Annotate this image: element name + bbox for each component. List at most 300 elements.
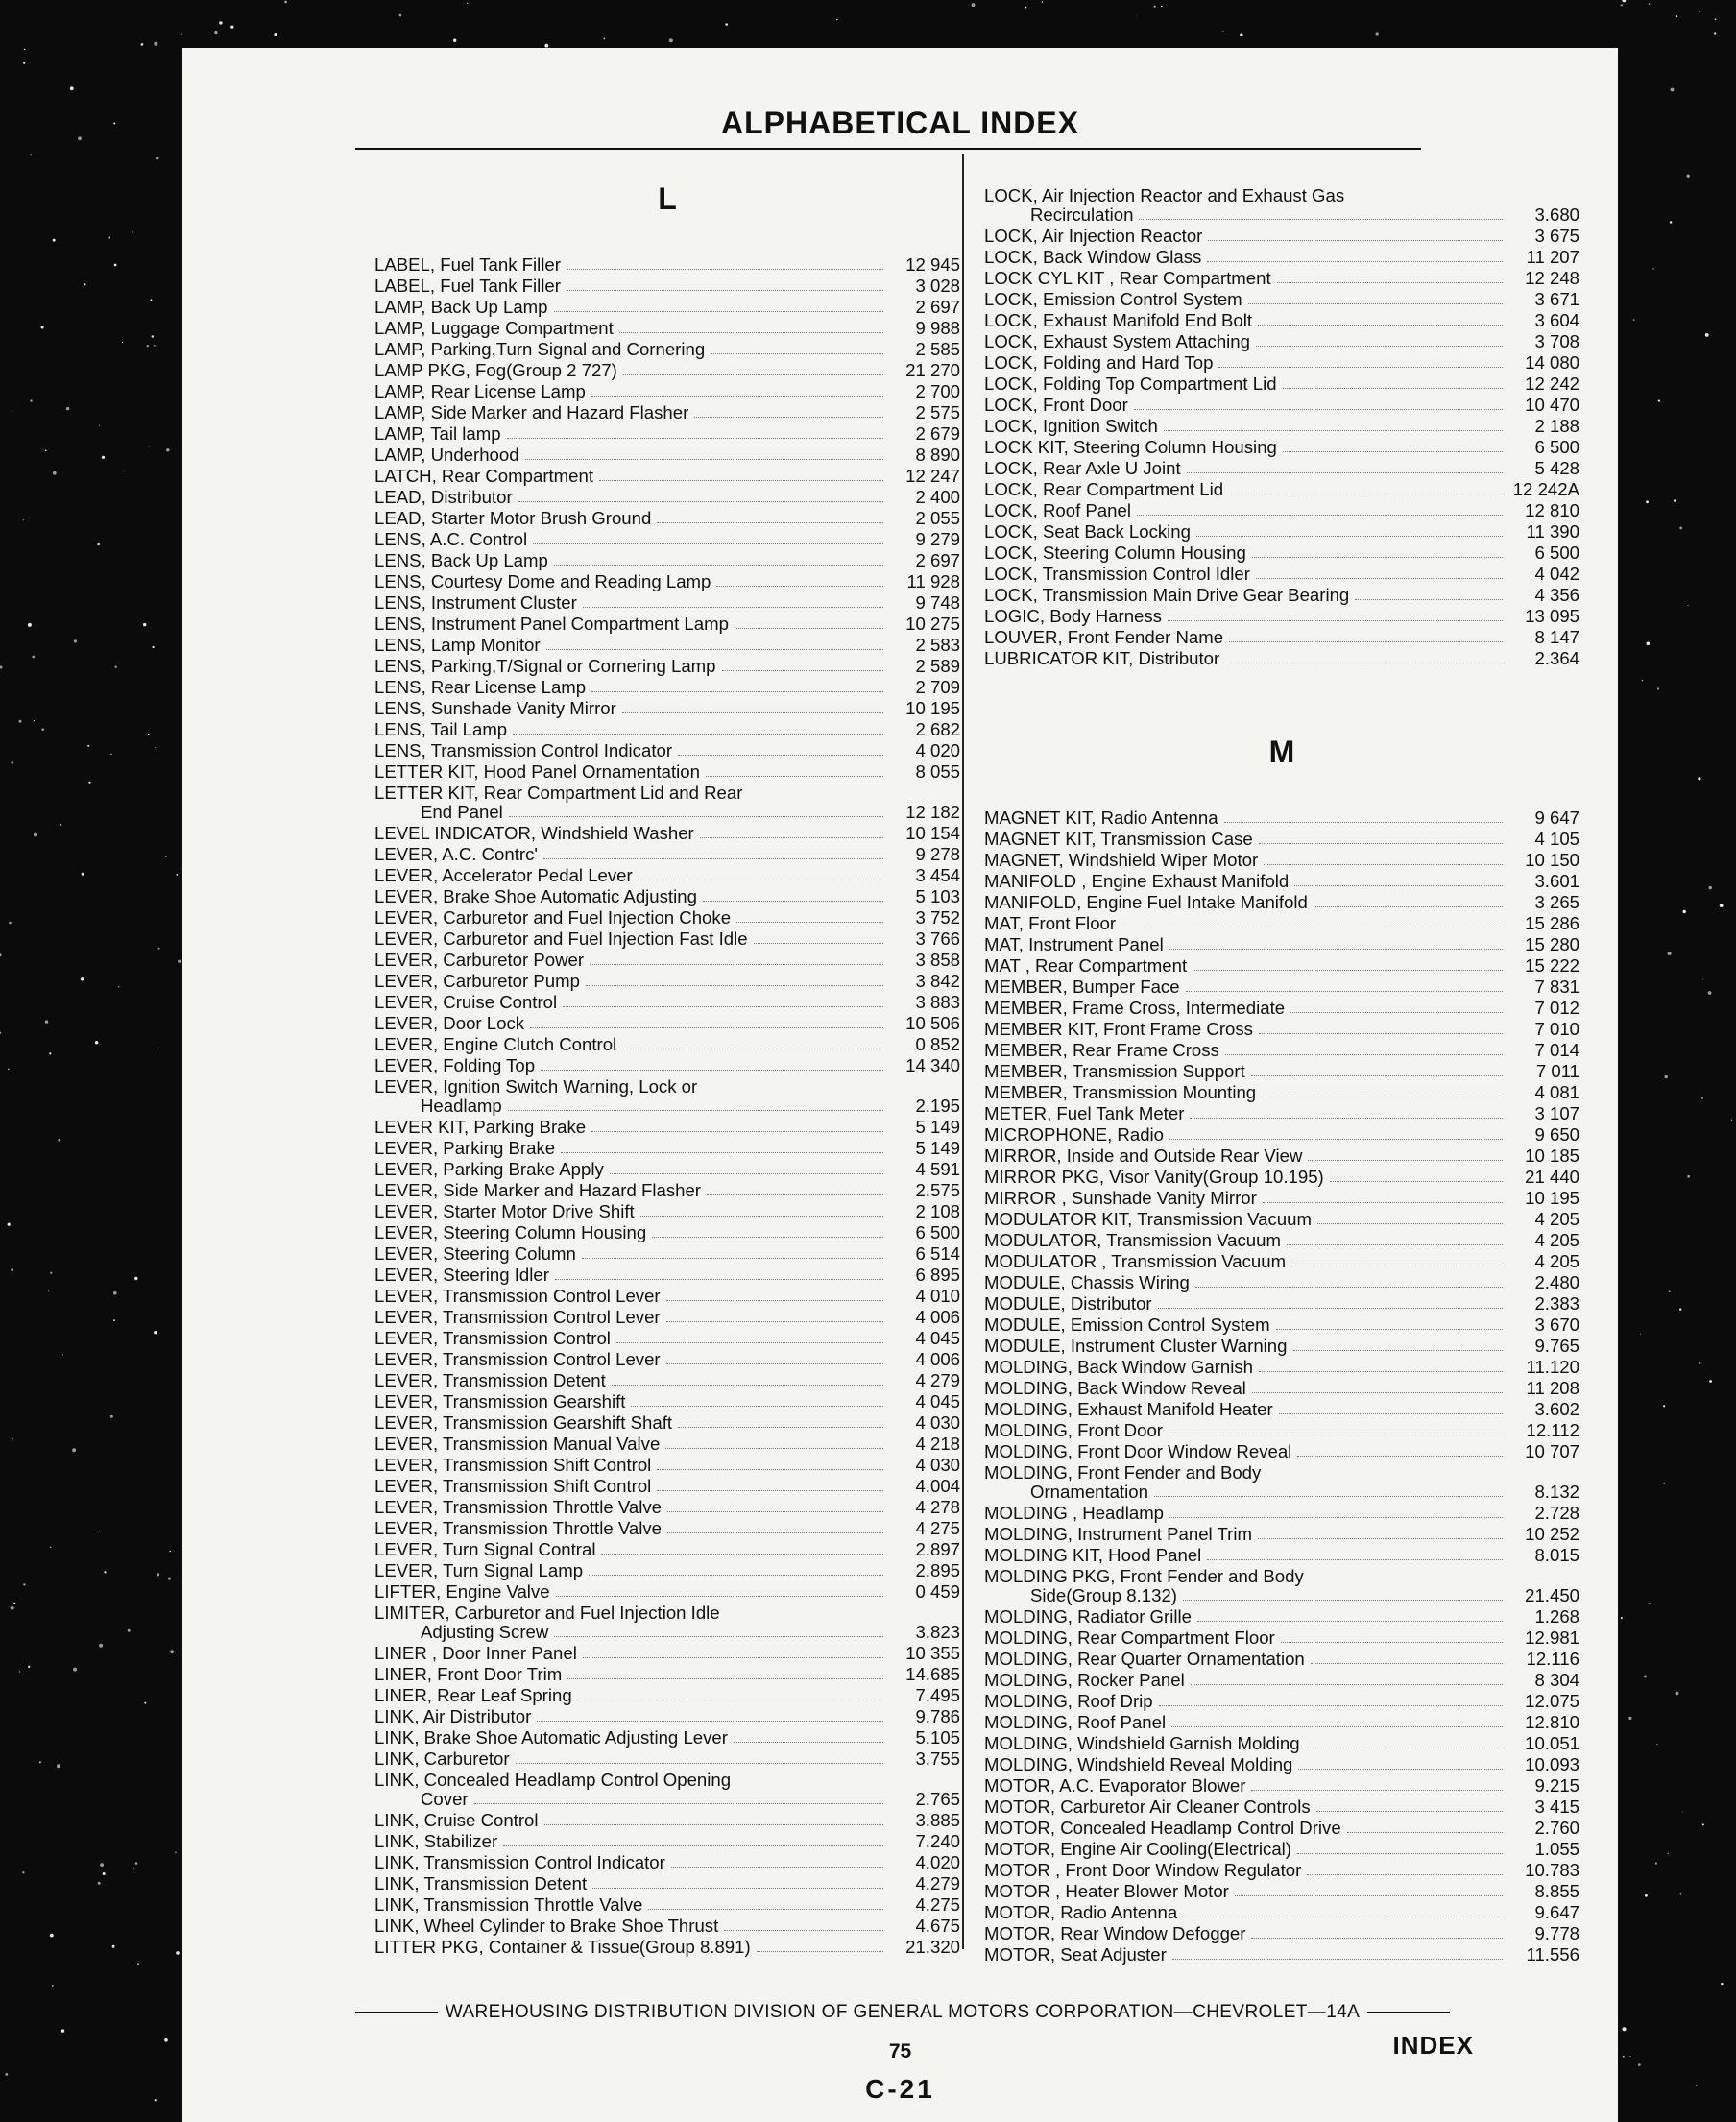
- entry-part-group: 2.897: [915, 1539, 960, 1559]
- entry-part-group: 2 108: [915, 1201, 960, 1221]
- entry-name: MAGNET KIT, Radio Antenna: [984, 808, 1218, 828]
- index-entry: [374, 592, 960, 614]
- dot-leader: [1196, 536, 1503, 537]
- entry-name: MOLDING, Instrument Panel Trim: [984, 1524, 1252, 1544]
- entry-part-group: 4 591: [915, 1159, 960, 1179]
- entry-name: MODULE, Chassis Wiring: [984, 1272, 1190, 1292]
- index-entry: [374, 1873, 960, 1894]
- dot-leader: [1218, 367, 1503, 368]
- dot-leader: [537, 1721, 883, 1722]
- entry-part-group: 4 030: [915, 1455, 960, 1475]
- entry-part-group: 10 185: [1525, 1145, 1579, 1166]
- entry-name: LUBRICATOR KIT, Distributor: [984, 648, 1220, 668]
- index-entry: [374, 1518, 960, 1539]
- entry-part-group: 3.601: [1534, 871, 1579, 891]
- dot-leader: [1158, 1308, 1503, 1309]
- index-entry: [984, 1587, 1579, 1606]
- dot-leader: [554, 311, 883, 312]
- index-entry: [984, 1061, 1579, 1082]
- entry-name: LINK, Concealed Headlamp Control Opening: [374, 1770, 732, 1790]
- entry-part-group: 0 852: [915, 1034, 960, 1054]
- entry-name: LENS, Lamp Monitor: [374, 635, 541, 655]
- entry-name: LOCK, Rear Compartment Lid: [984, 479, 1224, 499]
- index-entry: [984, 331, 1579, 352]
- dot-leader: [666, 1321, 883, 1322]
- index-entry: [984, 1420, 1579, 1441]
- dot-leader: [1259, 843, 1503, 844]
- entry-part-group: 7 011: [1535, 1061, 1579, 1081]
- index-entry: [374, 656, 960, 677]
- dot-leader: [1311, 1663, 1503, 1664]
- entry-part-group: 10.093: [1525, 1754, 1579, 1774]
- index-entry: [374, 466, 960, 487]
- entry-part-group: 5 103: [915, 886, 960, 906]
- index-entry: [984, 185, 1579, 206]
- index-entry: [374, 1097, 960, 1117]
- entry-part-group: 4 020: [915, 740, 960, 760]
- entry-part-group: 4 045: [915, 1391, 960, 1411]
- entry-name: MOLDING, Back Window Reveal: [984, 1378, 1246, 1398]
- entry-name: LEVER, Brake Shoe Automatic Adjusting: [374, 886, 697, 906]
- index-entry: [984, 1336, 1579, 1357]
- dot-leader: [1134, 409, 1503, 410]
- index-entry: [374, 1831, 960, 1852]
- index-entry: [984, 352, 1579, 374]
- entry-part-group: 8 055: [915, 761, 960, 782]
- dot-leader: [1229, 641, 1503, 642]
- index-entry: [984, 1670, 1579, 1691]
- entry-name: Cover: [421, 1789, 469, 1809]
- entry-name: MOTOR, Carburetor Air Cleaner Controls: [984, 1796, 1311, 1817]
- entry-part-group: 3 415: [1534, 1796, 1579, 1817]
- entry-part-group: 4 006: [915, 1349, 960, 1369]
- entry-name: LIMITER, Carburetor and Fuel Injection Idle: [374, 1603, 720, 1623]
- entry-part-group: 10 506: [905, 1013, 960, 1033]
- entry-part-group: 7 014: [1534, 1040, 1579, 1060]
- entry-name: MEMBER, Transmission Support: [984, 1061, 1245, 1081]
- dot-leader: [1277, 282, 1503, 283]
- entry-part-group: 11 928: [906, 571, 960, 591]
- entry-part-group: 4 278: [915, 1497, 960, 1517]
- dot-leader: [1297, 1853, 1503, 1854]
- index-entry: [984, 1399, 1579, 1420]
- dot-leader: [1258, 325, 1503, 326]
- dot-leader: [1290, 1012, 1503, 1013]
- dot-leader: [1294, 885, 1503, 886]
- entry-part-group: 3 883: [915, 992, 960, 1012]
- entry-name: LENS, Sunshade Vanity Mirror: [374, 698, 616, 718]
- dot-leader: [631, 1406, 883, 1407]
- entry-part-group: 9.765: [1534, 1336, 1579, 1356]
- index-entry: [374, 1727, 960, 1748]
- dot-leader: [665, 1448, 883, 1449]
- dot-leader: [623, 374, 883, 375]
- index-entry: [984, 268, 1579, 289]
- index-entry: [374, 1265, 960, 1286]
- entry-part-group: 2 679: [915, 423, 960, 444]
- dot-leader: [1197, 1621, 1503, 1622]
- index-entry: [984, 1566, 1579, 1587]
- entry-name: LOCK, Emission Control System: [984, 289, 1242, 309]
- entry-name: MODULATOR, Transmission Vacuum: [984, 1230, 1281, 1250]
- dot-leader: [671, 1867, 883, 1868]
- index-entry: [984, 374, 1579, 395]
- dot-leader: [666, 1363, 883, 1364]
- entry-name: LAMP, Rear License Lamp: [374, 381, 586, 401]
- entry-name: LAMP, Luggage Compartment: [374, 318, 614, 338]
- entry-name: LOCK, Air Injection Reactor and Exhaust Gas: [984, 185, 1345, 205]
- entry-part-group: 12.075: [1525, 1691, 1579, 1711]
- index-entry: [984, 1754, 1579, 1775]
- entry-name: LEVER, Engine Clutch Control: [374, 1034, 617, 1054]
- footer-division-line: [355, 2002, 1450, 2023]
- entry-name: LOCK, Roof Panel: [984, 500, 1131, 520]
- index-entry: [984, 1860, 1579, 1881]
- entry-part-group: 9.786: [915, 1706, 960, 1726]
- page-title: ALPHABETICAL INDEX: [721, 106, 1079, 140]
- entry-part-group: 3.755: [915, 1748, 960, 1769]
- index-entry: [984, 543, 1579, 564]
- index-entry: [374, 445, 960, 466]
- entry-name: MOLDING, Windshield Reveal Molding: [984, 1754, 1293, 1774]
- entry-part-group: 3 454: [915, 865, 960, 885]
- entry-name: MAGNET KIT, Transmission Case: [984, 829, 1253, 849]
- entry-part-group: 2.895: [915, 1560, 960, 1580]
- index-entry: [984, 247, 1579, 268]
- index-entry: [374, 698, 960, 719]
- index-entry: [374, 1076, 960, 1097]
- entry-part-group: 3 265: [1534, 892, 1579, 912]
- dot-leader: [707, 1194, 883, 1195]
- entry-name: Ornamentation: [1030, 1482, 1148, 1502]
- entry-name: Headlamp: [421, 1096, 502, 1116]
- dot-leader: [1169, 949, 1503, 950]
- index-entry: [374, 254, 960, 276]
- index-entry: [374, 571, 960, 592]
- index-entry: [984, 585, 1579, 606]
- entry-part-group: 7.240: [915, 1831, 960, 1851]
- entry-name: MODULATOR , Transmission Vacuum: [984, 1251, 1287, 1271]
- index-entry: [374, 1624, 960, 1643]
- entry-name: LAMP, Underhood: [374, 445, 519, 465]
- dot-leader: [1264, 864, 1503, 865]
- entry-name: MOTOR, Engine Air Cooling(Electrical): [984, 1839, 1291, 1859]
- dot-leader: [1193, 970, 1503, 971]
- dot-leader: [1137, 515, 1503, 516]
- entry-name: LEVER, Side Marker and Hazard Flasher: [374, 1180, 701, 1200]
- entry-name: LOCK, Front Door: [984, 395, 1128, 415]
- entry-part-group: 8 147: [1534, 627, 1579, 647]
- dot-leader: [1287, 1244, 1503, 1245]
- index-entry: [984, 206, 1579, 226]
- entry-part-group: 2 400: [915, 487, 960, 507]
- column-divider: [962, 154, 964, 1949]
- entry-part-group: 12.810: [1525, 1712, 1579, 1732]
- dot-leader: [716, 586, 883, 587]
- entry-part-group: 10 150: [1525, 850, 1579, 870]
- entry-name: LINK, Transmission Throttle Valve: [374, 1894, 643, 1915]
- entry-name: MOTOR, Concealed Headlamp Control Drive: [984, 1818, 1341, 1838]
- dot-leader: [544, 1824, 883, 1825]
- index-entry: [984, 437, 1579, 458]
- entry-name: MOLDING, Radiator Grille: [984, 1606, 1192, 1627]
- index-entry: [374, 1412, 960, 1434]
- index-entry: [984, 458, 1579, 479]
- entry-part-group: 15 286: [1525, 913, 1579, 933]
- entry-part-group: 4.004: [915, 1476, 960, 1496]
- entry-name: LOCK, Transmission Control Idler: [984, 564, 1250, 584]
- entry-name: LEVER, Steering Column Housing: [374, 1222, 647, 1242]
- index-entry: [984, 1293, 1579, 1314]
- entry-name: MOLDING, Roof Panel: [984, 1712, 1167, 1732]
- entry-part-group: 3 604: [1534, 310, 1579, 330]
- dot-leader: [706, 776, 883, 777]
- dot-leader: [1251, 1075, 1503, 1076]
- entry-part-group: 3 028: [915, 276, 960, 296]
- entry-part-group: 9.215: [1534, 1775, 1579, 1796]
- dot-leader: [591, 1131, 883, 1132]
- dot-leader: [509, 816, 883, 817]
- entry-name: LENS, Tail Lamp: [374, 719, 508, 739]
- entry-name: LEVER, Turn Signal Lamp: [374, 1560, 584, 1580]
- entry-part-group: 10 195: [1525, 1188, 1579, 1208]
- entry-name: LEVER, Carburetor Power: [374, 950, 585, 970]
- entry-name: LOCK, Folding and Hard Top: [984, 352, 1214, 373]
- dot-leader: [1207, 261, 1503, 262]
- entry-name: MOLDING, Back Window Garnish: [984, 1357, 1254, 1377]
- entry-part-group: 10 470: [1525, 395, 1579, 415]
- index-entry: [374, 339, 960, 360]
- index-entry: [984, 977, 1579, 998]
- dot-leader: [678, 1427, 883, 1428]
- index-entry: [984, 1503, 1579, 1524]
- entry-part-group: 2 709: [915, 677, 960, 697]
- index-entry: [374, 1852, 960, 1873]
- entry-part-group: 6 500: [1534, 437, 1579, 457]
- index-entry: [984, 1628, 1579, 1649]
- entry-part-group: 10 195: [905, 698, 960, 718]
- entry-name: LAMP, Parking,Turn Signal and Cornering: [374, 339, 706, 359]
- entry-part-group: 2.728: [1534, 1503, 1579, 1523]
- entry-part-group: 5 428: [1534, 458, 1579, 478]
- index-entry: [374, 1810, 960, 1831]
- entry-part-group: 12.981: [1525, 1628, 1579, 1648]
- entry-name: LEVER, Starter Motor Drive Shift: [374, 1201, 635, 1221]
- dot-leader: [711, 353, 883, 354]
- index-entry: [374, 550, 960, 571]
- index-entry: [374, 423, 960, 445]
- entry-name: MOLDING , Headlamp: [984, 1503, 1165, 1523]
- dot-leader: [1316, 1811, 1503, 1812]
- index-entry: [374, 886, 960, 907]
- index-entry: [984, 1462, 1579, 1483]
- dot-leader: [666, 1300, 883, 1301]
- entry-part-group: 2 697: [915, 297, 960, 317]
- dot-leader: [1355, 599, 1503, 600]
- entry-part-group: 6 895: [915, 1265, 960, 1285]
- index-entry: [374, 1603, 960, 1624]
- index-entry: [984, 1272, 1579, 1293]
- dot-leader: [1347, 1832, 1503, 1833]
- index-entry: [984, 1441, 1579, 1462]
- index-entry: [984, 1881, 1579, 1902]
- entry-name: LENS, Courtesy Dome and Reading Lamp: [374, 571, 711, 591]
- entry-name: LENS, Instrument Cluster: [374, 592, 577, 613]
- index-entry: [374, 1791, 960, 1810]
- entry-part-group: 7.495: [915, 1685, 960, 1705]
- dot-leader: [722, 670, 883, 671]
- dot-leader: [1169, 1517, 1503, 1518]
- entry-name: LINK, Cruise Control: [374, 1810, 539, 1830]
- entry-name: MOTOR, Rear Window Defogger: [984, 1923, 1246, 1943]
- index-entry: [984, 1209, 1579, 1230]
- entry-name: LEVER, Carburetor and Fuel Injection Choke: [374, 907, 732, 928]
- entry-part-group: 8.015: [1534, 1545, 1579, 1565]
- entry-name: MODULE, Emission Control System: [984, 1314, 1270, 1335]
- entry-name: LOCK, Folding Top Compartment Lid: [984, 374, 1277, 394]
- entry-name: MEMBER, Rear Frame Cross: [984, 1040, 1219, 1060]
- entry-name: LOCK CYL KIT , Rear Compartment: [984, 268, 1271, 288]
- dot-leader: [657, 522, 883, 523]
- entry-name: LOUVER, Front Fender Name: [984, 627, 1224, 647]
- dot-leader: [591, 691, 883, 692]
- entry-part-group: 4 045: [915, 1328, 960, 1348]
- dot-leader: [640, 1216, 883, 1217]
- entry-part-group: 4.020: [915, 1852, 960, 1872]
- index-entry: [984, 934, 1579, 955]
- entry-name: MIRROR , Sunshade Vanity Mirror: [984, 1188, 1257, 1208]
- entry-name: LEVER, Transmission Gearshift Shaft: [374, 1412, 673, 1433]
- entry-part-group: 2.195: [915, 1096, 960, 1116]
- dot-leader: [652, 1237, 883, 1238]
- entry-name: LIFTER, Engine Valve: [374, 1581, 550, 1602]
- index-entry: [984, 871, 1579, 892]
- index-entry: [374, 1706, 960, 1727]
- index-entry: [374, 1581, 960, 1603]
- entry-name: MAGNET, Windshield Wiper Motor: [984, 850, 1259, 870]
- entry-part-group: 7 831: [1534, 977, 1579, 997]
- entry-part-group: 4.275: [915, 1894, 960, 1915]
- entry-name: MODULATOR KIT, Transmission Vacuum: [984, 1209, 1312, 1229]
- index-entry: [374, 719, 960, 740]
- entry-name: LOCK, Exhaust System Attaching: [984, 331, 1250, 351]
- entry-part-group: 7 010: [1534, 1019, 1579, 1039]
- entry-part-group: 2 700: [915, 381, 960, 401]
- entry-part-group: 9 647: [1534, 808, 1579, 828]
- index-entry: [984, 1251, 1579, 1272]
- entry-name: LOCK, Transmission Main Drive Gear Bearing: [984, 585, 1350, 605]
- dot-leader: [567, 269, 883, 270]
- left-column: [374, 178, 960, 1958]
- index-entry: [374, 823, 960, 844]
- entry-name: LEVER, Transmission Manual Valve: [374, 1434, 661, 1454]
- entry-name: LEVER, Transmission Control Lever: [374, 1307, 661, 1327]
- dot-leader: [567, 290, 883, 291]
- index-entry: [984, 1145, 1579, 1167]
- entry-name: LITTER PKG, Container & Tissue(Group 8.891): [374, 1937, 751, 1957]
- dot-leader: [1283, 451, 1503, 452]
- dot-leader: [754, 943, 883, 944]
- index-entry: [374, 1434, 960, 1455]
- entry-part-group: 4 205: [1534, 1251, 1579, 1271]
- index-entry: [984, 1944, 1579, 1965]
- entry-name: LEVER, Folding Top: [374, 1055, 536, 1075]
- entry-part-group: 12 242: [1525, 374, 1579, 394]
- section-heading-l: L: [658, 181, 677, 216]
- dot-leader: [1208, 240, 1503, 241]
- page-number: 75: [888, 2040, 912, 2062]
- entry-name: LEVER, Transmission Shift Control: [374, 1476, 652, 1496]
- entry-name: Recirculation: [1030, 205, 1134, 225]
- entry-part-group: 12 945: [905, 254, 960, 275]
- entry-name: LEVER, Accelerator Pedal Lever: [374, 865, 633, 885]
- dot-leader: [735, 628, 883, 629]
- index-entry: [374, 1243, 960, 1265]
- entry-part-group: 4 279: [915, 1370, 960, 1390]
- dot-leader: [1256, 578, 1503, 579]
- dot-leader: [610, 1173, 883, 1174]
- entry-part-group: 2 188: [1534, 416, 1579, 436]
- entry-name: LENS, A.C. Control: [374, 529, 528, 549]
- entry-name: LEVER, Transmission Control Lever: [374, 1286, 661, 1306]
- entry-name: LEAD, Distributor: [374, 487, 513, 507]
- dot-leader: [474, 1803, 883, 1804]
- entry-name: MAT , Rear Compartment: [984, 955, 1188, 976]
- index-entry: [374, 865, 960, 886]
- entry-name: MOLDING, Front Door: [984, 1420, 1163, 1440]
- entry-name: MOLDING, Front Door Window Reveal: [984, 1441, 1292, 1461]
- index-entry: [374, 297, 960, 318]
- index-entry: [374, 1055, 960, 1076]
- entry-part-group: 3 671: [1534, 289, 1579, 309]
- index-entry: [984, 1040, 1579, 1061]
- dot-leader: [1251, 1790, 1503, 1791]
- index-entry: [374, 907, 960, 928]
- footer-division-text: WAREHOUSING DISTRIBUTION DIVISION OF GENERAL MOTORS CORPORATION—CHEVROLET—14A: [445, 2002, 1361, 2022]
- entry-part-group: 3 766: [915, 928, 960, 949]
- index-entry: [984, 416, 1579, 437]
- index-entry: [984, 829, 1579, 850]
- index-entry: [374, 402, 960, 423]
- index-entry: [984, 1188, 1579, 1209]
- index-entry: [984, 1314, 1579, 1336]
- entry-name: LEVER, Door Lock: [374, 1013, 525, 1033]
- index-entry: [984, 1649, 1579, 1670]
- entry-part-group: 2 585: [915, 339, 960, 359]
- entry-part-group: 4 105: [1534, 829, 1579, 849]
- entry-part-group: 2 697: [915, 550, 960, 570]
- index-entry: [374, 1937, 960, 1958]
- dot-leader: [1168, 620, 1503, 621]
- dot-leader: [556, 1596, 883, 1597]
- entry-name: LINK, Stabilizer: [374, 1831, 498, 1851]
- index-entry: [374, 1180, 960, 1201]
- dot-leader: [507, 438, 883, 439]
- dot-leader: [1259, 1033, 1503, 1034]
- entry-name: LABEL, Fuel Tank Filler: [374, 276, 561, 296]
- entry-part-group: 2 575: [915, 402, 960, 422]
- entry-name: LEVER, Parking Brake: [374, 1138, 556, 1158]
- index-entry: [984, 1167, 1579, 1188]
- dot-leader: [694, 417, 883, 418]
- entry-name: MOLDING, Rear Compartment Floor: [984, 1628, 1275, 1648]
- entry-part-group: 3.885: [915, 1810, 960, 1830]
- entry-name: LETTER KIT, Rear Compartment Lid and Rear: [374, 783, 743, 803]
- index-entry: [374, 804, 960, 823]
- entry-name: LEVER, Transmission Gearshift: [374, 1391, 626, 1411]
- entry-name: MOLDING PKG, Front Fender and Body: [984, 1566, 1304, 1586]
- entry-part-group: 4 006: [915, 1307, 960, 1327]
